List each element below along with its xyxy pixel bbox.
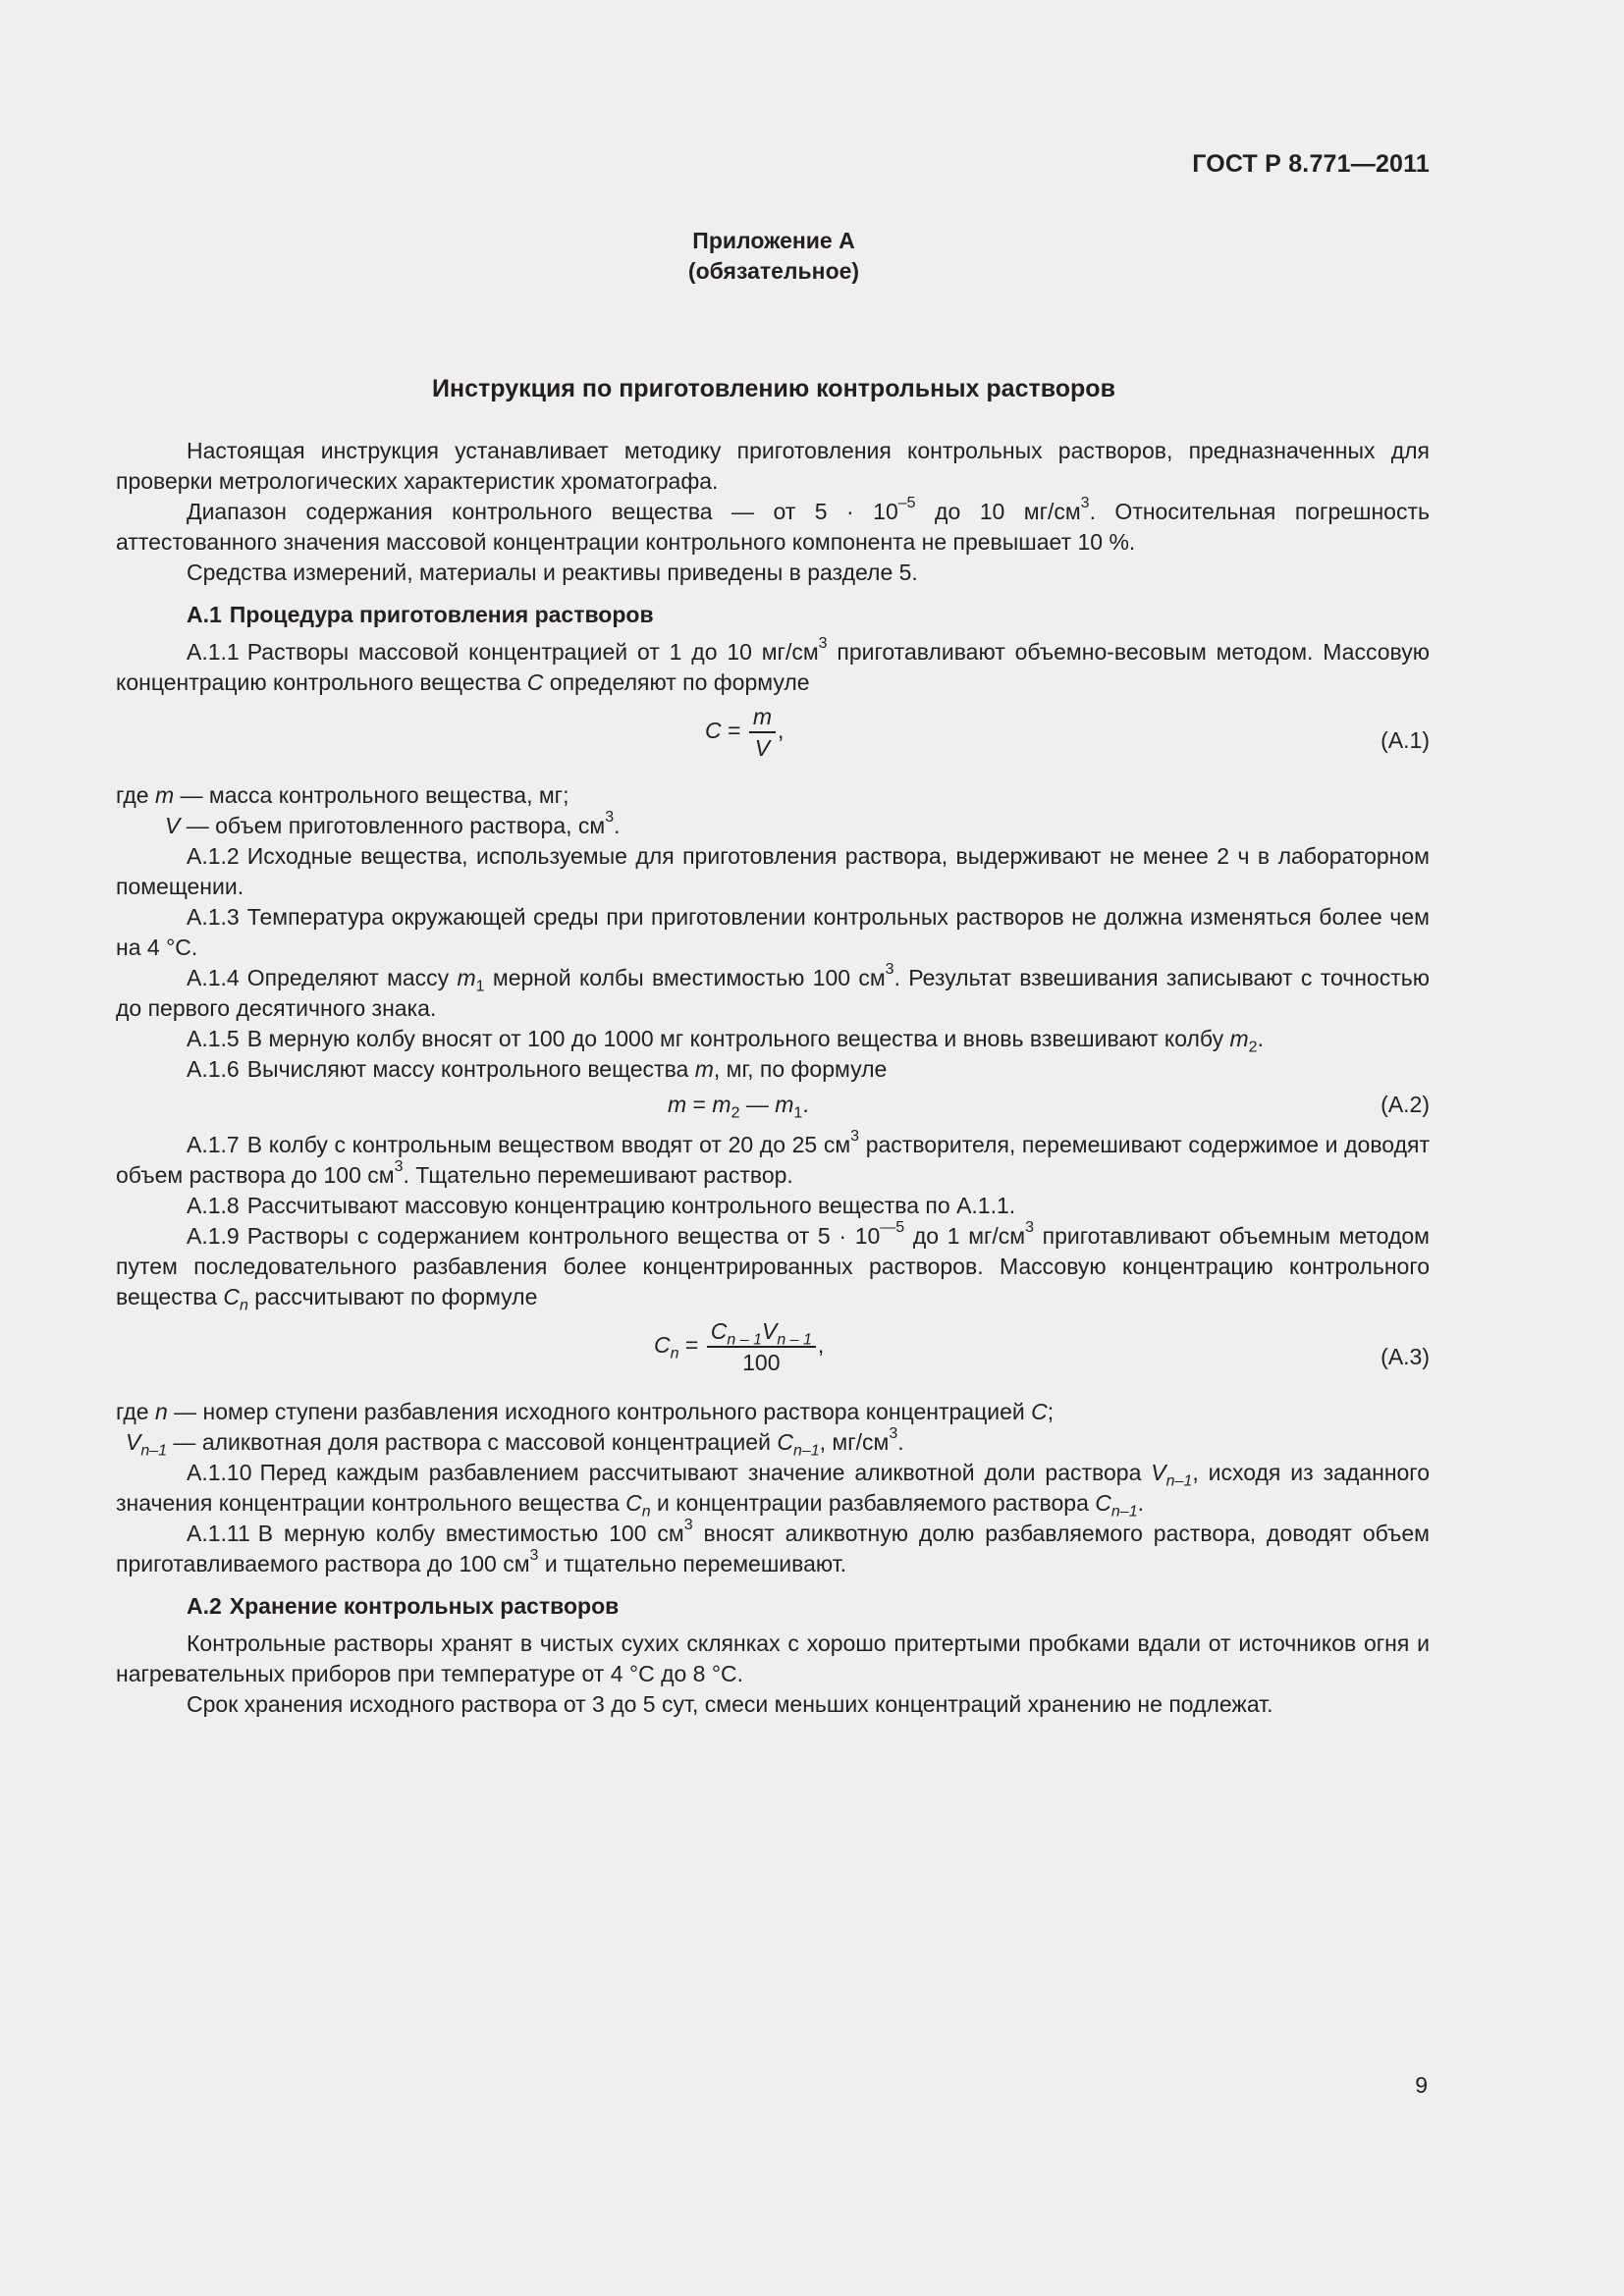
intro-paragraph-3: Средства измерений, материалы и реактивы приведены в разделе 5. xyxy=(187,560,918,585)
intro-paragraph-1: Настоящая инструкция устанавливает методику приготовления контрольных растворов, предназначенных для проверки метрологических характеристик хроматографа. xyxy=(116,438,1430,494)
where-m: где m — масса контрольного вещества, мг; xyxy=(116,782,569,808)
where-n: где n — номер ступени разбавления исходного контрольного раствора концентрацией C; xyxy=(116,1399,1055,1424)
clause-a1-6: А.1.6 Вычисляют массу контрольного вещества m, мг, по формуле xyxy=(187,1056,888,1082)
section-title: Инструкция по приготовлению контрольных растворов xyxy=(432,375,1115,402)
intro-paragraph-2: Диапазон содержания контрольного вещества — от $5 \cdot 10^{-5}$ до 10 $мг/см^3$. Относительная погрешность аттестованного значения массовой концентрации контрольного компонента не превышает 10 %. xyxy=(116,495,1430,555)
clause-a1-7: А.1.7 В колбу с контрольным веществом вводят от 20 до 25 $см^3$ растворителя, перемешивают содержимое и доводят объем раствора до 100 $см^3$. Тщательно перемешивают раствор. xyxy=(116,1128,1430,1188)
formula-a1: C = $\frac{m}{V}$ , (А.1) xyxy=(705,704,1430,761)
clause-a1-5: А.1.5 В мерную колбу вносят от 100 до 1000 мг контрольного вещества и вновь взвешивают колбу $m_2$. xyxy=(187,1026,1264,1056)
clause-a1-1: А.1.1 Растворы массовой концентрацией от 1 до 10 $мг/см^3$ приготавливают объемно-весовым методом. Массовую концентрацию контрольного вещества C определяют по формуле xyxy=(116,635,1430,695)
storage-paragraph-2: Срок хранения исходного раствора от 3 до 5 сут, смеси меньших концентраций хранению не подлежат. xyxy=(187,1691,1273,1717)
clause-a1-11: А.1.11 В мерную колбу вместимостью 100 $см^3$ вносят аликвотную долю разбавляемого раствора, доводят объем приготавливаемого раствора до 100 $см^3$ и тщательно перемешивают. xyxy=(116,1517,1430,1576)
formula-a1-number: (А.1) xyxy=(1380,727,1430,753)
storage-paragraph-1: Контрольные растворы хранят в чистых сухих склянках с хорошо притертыми пробками вдали от источников огня и нагревательных приборов при температуре от 4 °С до 8 °С. xyxy=(116,1630,1430,1686)
standard-number: ГОСТ Р 8.771—2011 xyxy=(1192,150,1430,178)
clause-a1-10: А.1.10 Перед каждым разбавлением рассчитывают значение аликвотной доли раствора $V_{n-1}$, исходя из заданного значения концентрации контрольного вещества $C_n$ и концентрации разбавляемого раствора $C_{n-1}$. xyxy=(116,1460,1430,1521)
formula-a3-number: (А.3) xyxy=(1380,1344,1430,1369)
appendix-label: Приложение А xyxy=(692,228,855,253)
formula-a2-number: (А.2) xyxy=(1380,1092,1430,1117)
clause-a1-4: А.1.4 Определяют массу $m_1$ мерной колбы вместимостью 100 $см^3$. Результат взвешивания записывают с точностью до первого десятичного знака. xyxy=(116,961,1430,1021)
appendix-status: (обязательное) xyxy=(687,258,860,284)
clause-a1-2: А.1.2 Исходные вещества, используемые для приготовления раствора, выдерживают не менее 2 ч в лабораторном помещении. xyxy=(116,843,1430,899)
clause-a1-3: А.1.3 Температура окружающей среды при приготовлении контрольных растворов не должна изменяться более чем на 4 °С. xyxy=(116,904,1430,960)
formula-a2: $m = m_2$ — $m_1$. (А.2) xyxy=(668,1092,1430,1122)
clause-a1-8: А.1.8 Рассчитывают массовую концентрацию контрольного вещества по А.1.1. xyxy=(187,1193,1016,1218)
where-vn: $V_{n-1}$ — аликвотная доля раствора с массовой концентрацией $C_{n-1}$, $мг/см^3$. xyxy=(126,1425,904,1460)
section-a1-heading: А.1 Процедура приготовления растворов xyxy=(187,602,654,627)
clause-a1-9: А.1.9 Растворы с содержанием контрольного вещества от $5 \cdot 10^{—5}$ до 1 $мг/см^3$ приготавливают объемным методом путем последовательного разбавления более концентрированных растворов. Массовую концентрацию контрольного вещества $C_n$ рассчитывают по формуле xyxy=(116,1219,1430,1314)
formula-a3: $C_n$ = $\frac{C_{n - 1}V_{n - 1}}{100}$ , (А.3) xyxy=(654,1318,1430,1375)
section-a2-heading: А.2 Хранение контрольных растворов xyxy=(187,1593,620,1619)
page-number: 9 xyxy=(1415,2072,1428,2098)
where-v: V — объем приготовленного раствора, $см^3$. xyxy=(165,809,621,838)
document-body xyxy=(116,436,1430,1720)
